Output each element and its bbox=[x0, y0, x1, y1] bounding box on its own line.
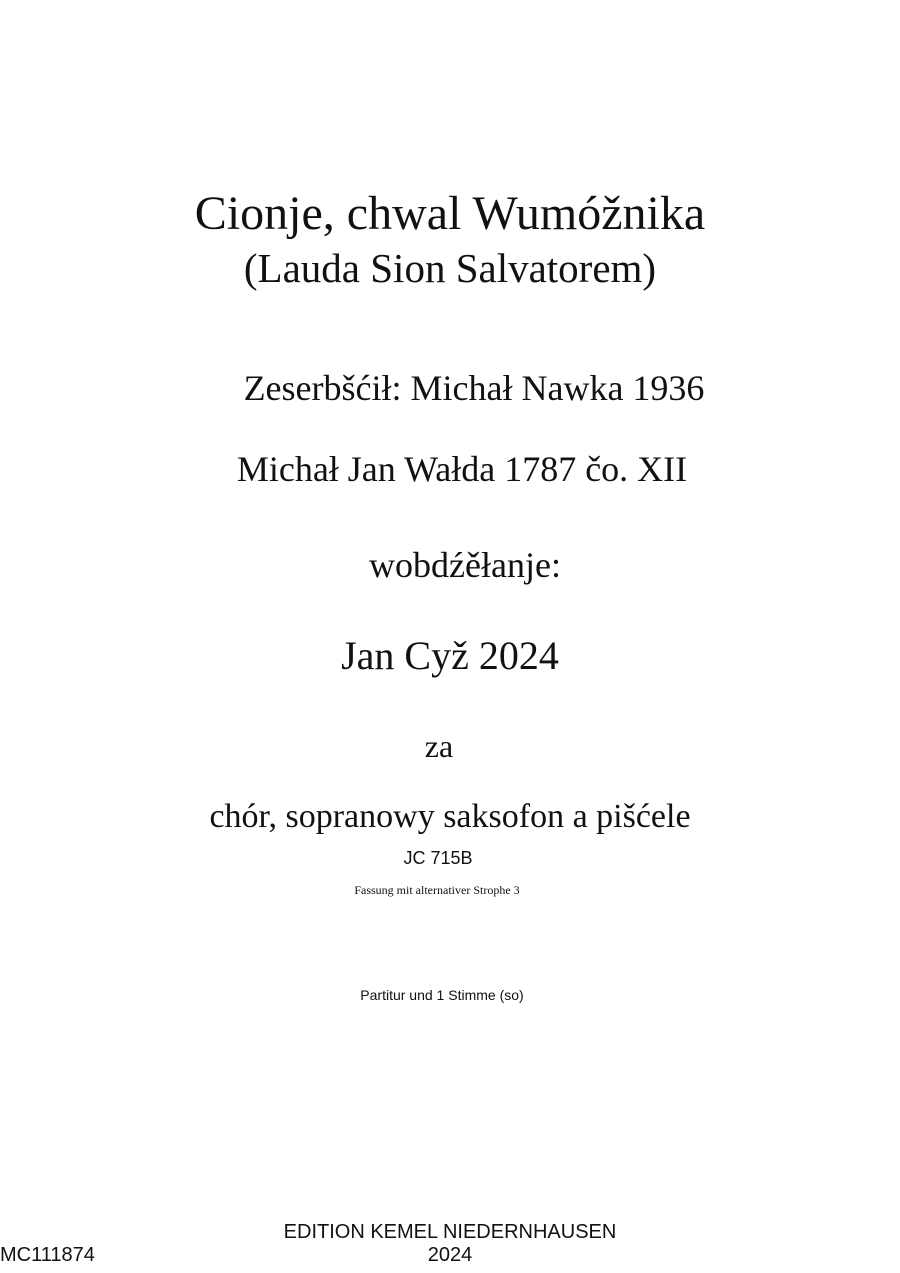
work-subtitle: (Lauda Sion Salvatorem) bbox=[243, 245, 657, 291]
arrangement-label: wobdźěłanje: bbox=[369, 545, 561, 585]
publication-year: 2024 bbox=[427, 1244, 473, 1266]
version-note: Fassung mit alternativer Strophe 3 bbox=[354, 883, 520, 897]
for-label: za bbox=[424, 728, 454, 764]
translator-credit: Zeserbšćił: Michał Nawka 1936 bbox=[243, 368, 705, 408]
catalog-number: JC 715B bbox=[403, 848, 473, 868]
parts-note: Partitur und 1 Stimme (so) bbox=[360, 987, 524, 1003]
composer-credit: Michał Jan Wałda 1787 čo. XII bbox=[236, 449, 688, 489]
arranger-credit: Jan Cyž 2024 bbox=[341, 633, 559, 678]
instrumentation: chór, sopranowy saksofon a pišćele bbox=[209, 798, 691, 835]
edition-code: MC111874 bbox=[0, 1244, 95, 1266]
publisher-name: EDITION KEMEL NIEDERNHAUSEN bbox=[283, 1221, 617, 1243]
work-title: Cionje, chwal Wumóžnika bbox=[194, 187, 706, 240]
